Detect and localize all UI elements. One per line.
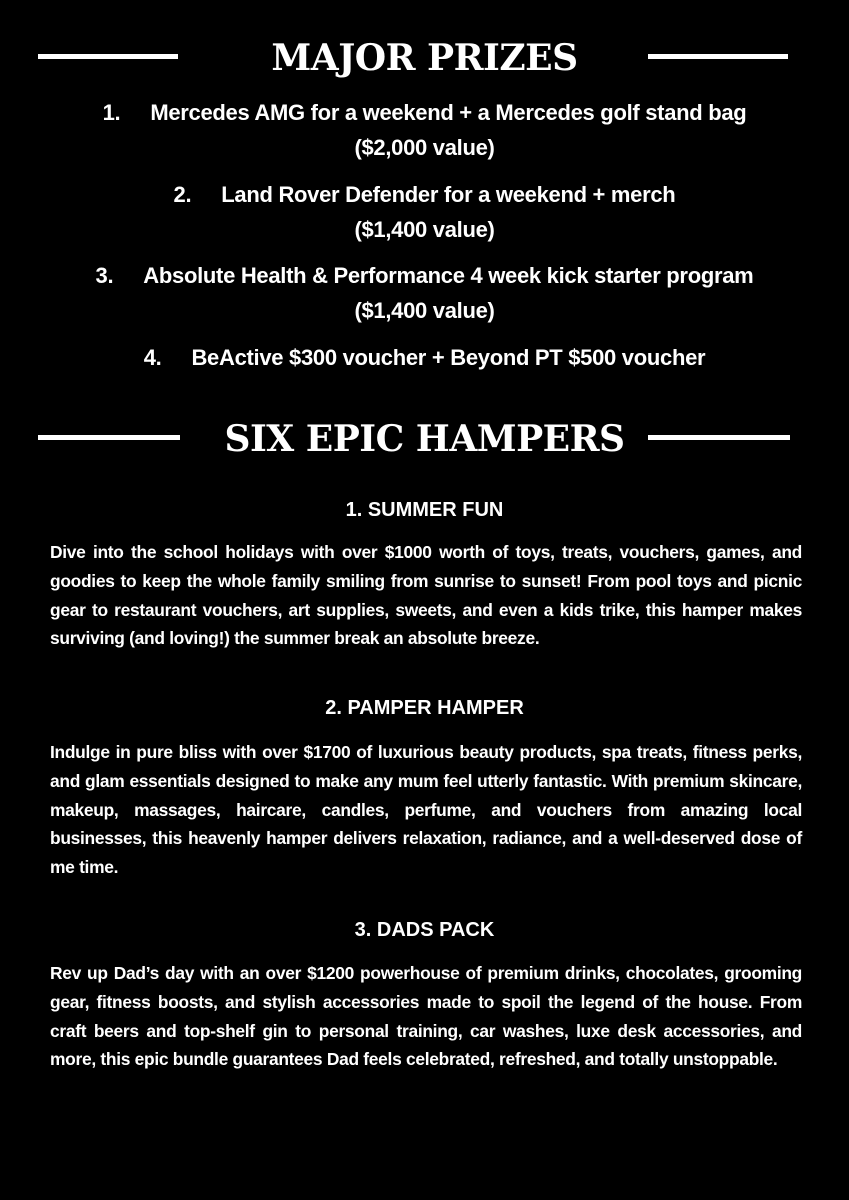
prize-value: ($1,400 value) <box>354 217 495 242</box>
hampers-heading: SIX EPIC HAMPERS <box>224 418 625 460</box>
major-prizes-heading-row <box>0 33 849 83</box>
prize-number: 2. <box>173 182 192 207</box>
prize-text: Mercedes AMG for a weekend + a Mercedes golf stand bag <box>150 100 747 125</box>
hamper-title-summer-fun: 1. SUMMER FUN <box>345 499 504 521</box>
prize-item-3 <box>0 258 849 328</box>
hamper-description-summer-fun: Dive into the school holidays with over $1000 worth of toys, treats, vouchers, games, and goodies to keep the whole family smiling from sunrise to sunset! From pool toys and picnic gear to restaurant vouchers, art supplies, sweets, and even a kids trike, this hamper makes surviving (and loving!) the summer break an absolute breeze. <box>50 542 802 649</box>
prize-item-4 <box>0 340 849 375</box>
heading-rule-right <box>648 54 788 59</box>
hamper-description-dads-pack: Rev up Dad’s day with an over $1200 powerhouse of premium drinks, chocolates, grooming gear, fitness boosts, and stylish accessories made to spoil the legend of the house. From craft beers and top-shelf gin to personal training, car washes, luxe desk accessories, and more, this epic bundle guarantees Dad feels celebrated, refreshed, and totally unstoppable. <box>50 963 802 1070</box>
prize-text: BeActive $300 voucher + Beyond PT $500 voucher <box>191 345 706 370</box>
hampers-heading-row <box>0 414 849 464</box>
prize-item-2 <box>0 177 849 247</box>
prize-value: ($2,000 value) <box>354 135 495 160</box>
prize-item-1 <box>0 95 849 165</box>
prize-number: 1. <box>102 100 121 125</box>
prize-value: ($1,400 value) <box>354 298 495 323</box>
prize-text: Absolute Health & Performance 4 week kick starter program <box>143 263 754 288</box>
heading-rule-right <box>648 435 790 440</box>
hamper-description-pamper-hamper: Indulge in pure bliss with over $1700 of luxurious beauty products, spa treats, fitness perks, and glam essentials designed to make any mum feel utterly fantastic. With premium skincare, makeup, massages, haircare, candles, perfume, and vouchers from amazing local businesses, this heavenly hamper delivers relaxation, radiance, and a well-deserved dose of me time. <box>50 742 802 878</box>
hamper-title-pamper-hamper: 2. PAMPER HAMPER <box>325 697 524 719</box>
major-prizes-heading: MAJOR PRIZES <box>271 37 578 79</box>
prize-number: 4. <box>143 345 162 370</box>
hamper-title-dads-pack: 3. DADS PACK <box>354 919 495 941</box>
prize-number: 3. <box>95 263 114 288</box>
prize-text: Land Rover Defender for a weekend + merch <box>221 182 676 207</box>
